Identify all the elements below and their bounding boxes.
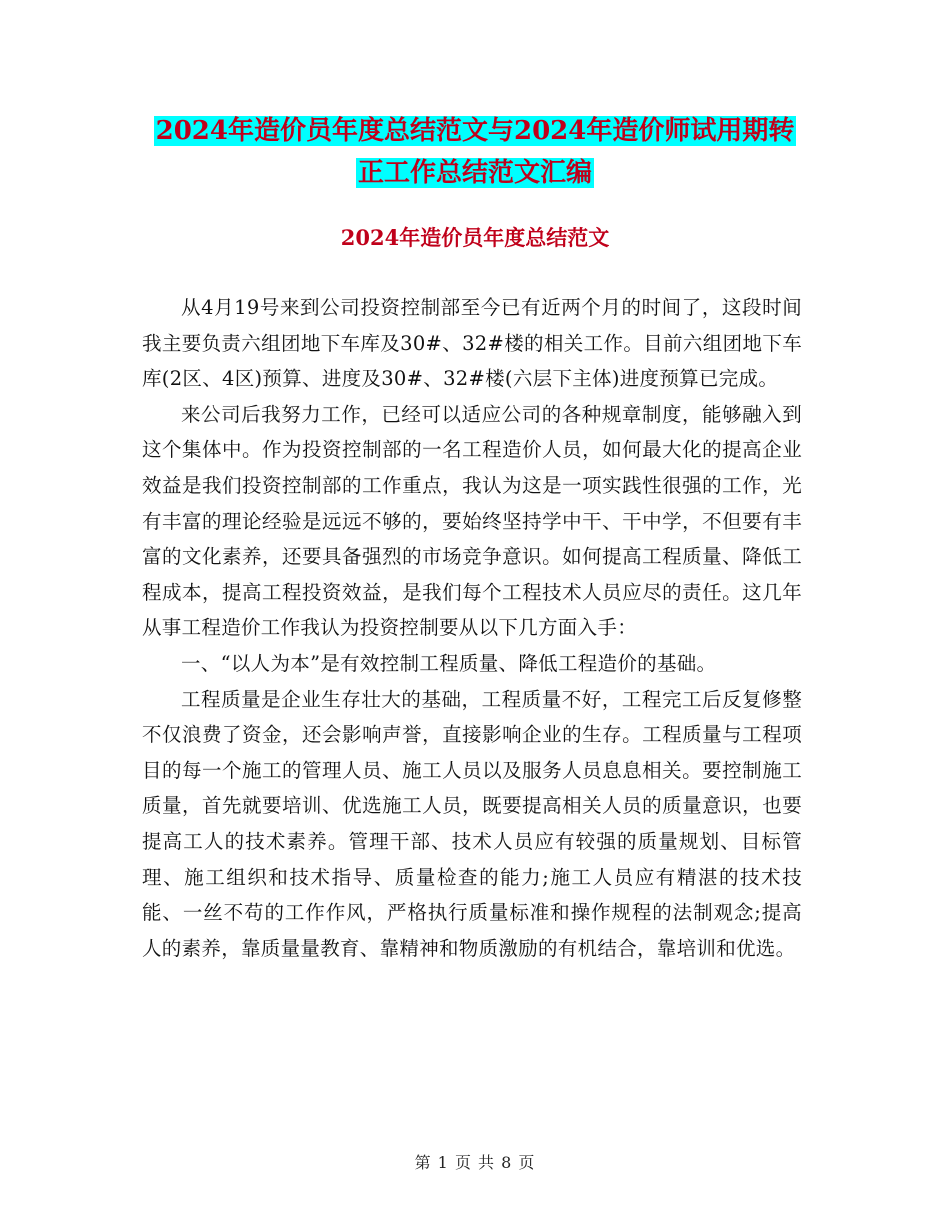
document-body	[142, 290, 802, 966]
section-title: 2024年造价员年度总结范文	[340, 225, 610, 250]
paragraph: 一、“以人为本”是有效控制工程质量、降低工程造价的基础。	[181, 651, 717, 675]
paragraph: 工程质量是企业生存壮大的基础，工程质量不好，工程完工后反复修整不仅浪费了资金，还会影响声誉，直接影响企业的生存。工程质量与工程项目的每一个施工的管理人员、施工人员以及服务人员息息相关。要控制施工质量，首先就要培训、优选施工人员，既要提高相关人员的质量意识，也要提高工人的技术素养。管理干部、技术人员应有较强的质量规划、目标管理、施工组织和技术指导、质量检查的能力;施工人员应有精湛的技术技能、一丝不苟的工作作风，严格执行质量标准和操作规程的法制观念;提高人的素养，靠质量量教育、靠精神和物质激励的有机结合，靠培训和优选。	[142, 687, 802, 960]
title-line-1: 2024年造价员年度总结范文与2024年造价师试用期转	[155, 116, 795, 146]
page-footer: 第 1 页 共 8 页	[414, 1153, 536, 1172]
document-title	[0, 110, 950, 194]
title-line-2: 正工作总结范文汇编	[357, 158, 592, 188]
paragraph: 从4月19号来到公司投资控制部至今已有近两个月的时间了，这段时间我主要负责六组团地下车库及30#、32#楼的相关工作。目前六组团地下车库(2区、4区)预算、进度及30#、32#楼(六层下主体)进度预算已完成。	[142, 296, 802, 391]
paragraph: 来公司后我努力工作，已经可以适应公司的各种规章制度，能够融入到这个集体中。作为投资控制部的一名工程造价人员，如何最大化的提高企业效益是我们投资控制部的工作重点，我认为这是一项实践性很强的工作，光有丰富的理论经验是远远不够的，要始终坚持学中干、干中学，不但要有丰富的文化素养，还要具备强烈的市场竞争意识。如何提高工程质量、降低工程成本，提高工程投资效益，是我们每个工程技术人员应尽的责任。这几年从事工程造价工作我认为投资控制要从以下几方面入手：	[142, 402, 802, 640]
